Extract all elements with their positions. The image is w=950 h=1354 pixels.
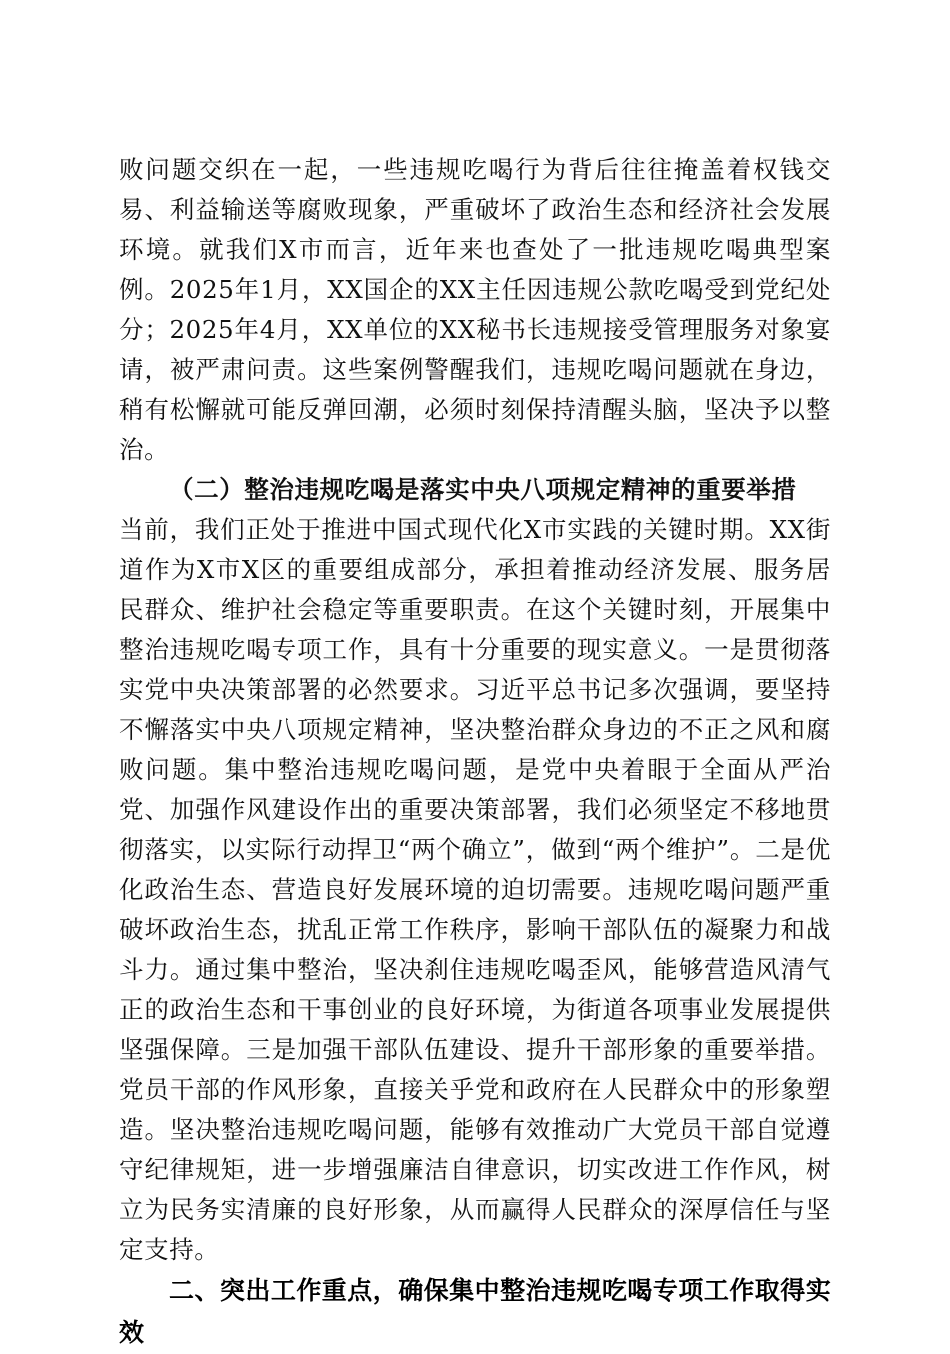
subheading-two: （二）整治违规吃喝是落实中央八项规定精神的重要举措 <box>169 475 797 504</box>
paragraph-continued: 败问题交织在一起，一些违规吃喝行为背后往往掩盖着权钱交易、利益输送等腐败现象，严重破坏了政治生态和经济社会发展环境。就我们X市而言，近年来也查处了一批违规吃喝典型案例。2025年1月，XX国企的XX主任因违规公款吃喝受到党纪处分；2025年4月，XX单位的XX秘书长违规接受管理服务对象宴请，被严肃问责。这些案例警醒我们，违规吃喝问题就在身边，稍有松懈就可能反弹回潮，必须时刻保持清醒头脑，坚决予以整治。 <box>119 155 831 464</box>
document-body <box>119 150 831 1354</box>
section-heading-two: 二、突出工作重点，确保集中整治违规吃喝专项工作取得实效 <box>119 1276 831 1347</box>
paragraph-two: 当前，我们正处于推进中国式现代化X市实践的关键时期。XX街道作为X市X区的重要组成部分，承担着推动经济发展、服务居民群众、维护社会稳定等重要职责。在这个关键时刻，开展集中整治违规吃喝专项工作，具有十分重要的现实意义。一是贯彻落实党中央决策部署的必然要求。习近平总书记多次强调，要坚持不懈落实中央八项规定精神，坚决整治群众身边的不正之风和腐败问题。集中整治违规吃喝问题，是党中央着眼于全面从严治党、加强作风建设作出的重要决策部署，我们必须坚定不移地贯彻落实，以实际行动捍卫“两个确立”，做到“两个维护”。二是优化政治生态、营造良好发展环境的迫切需要。违规吃喝问题严重破坏政治生态，扰乱正常工作秩序，影响干部队伍的凝聚力和战斗力。通过集中整治，坚决刹住违规吃喝歪风，能够营造风清气正的政治生态和干事创业的良好环境，为街道各项事业发展提供坚强保障。三是加强干部队伍建设、提升干部形象的重要举措。党员干部的作风形象，直接关乎党和政府在人民群众中的形象塑造。坚决整治违规吃喝问题，能够有效推动广大党员干部自觉遵守纪律规矩，进一步增强廉洁自律意识，切实改进工作作风，树立为民务实清廉的良好形象，从而赢得人民群众的深厚信任与坚定支持。 <box>119 515 831 1264</box>
